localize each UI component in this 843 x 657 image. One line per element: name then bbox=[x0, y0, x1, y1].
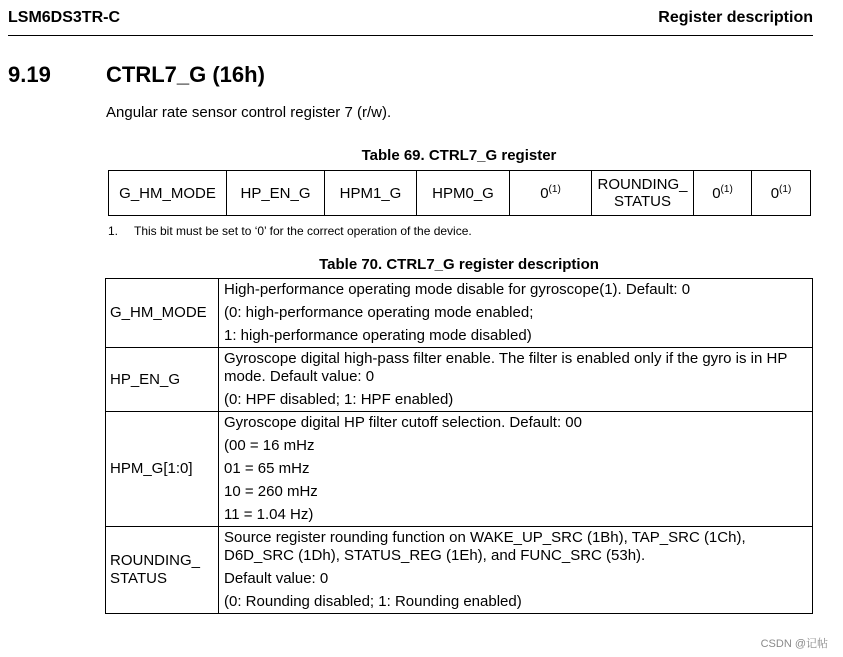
bit-cell-hpm0-g: HPM0_G bbox=[417, 171, 510, 216]
description-line: 1: high-performance operating mode disabled) bbox=[224, 327, 532, 344]
footnote-text: This bit must be set to ‘0’ for the correct operation of the device. bbox=[134, 224, 472, 238]
table-row bbox=[106, 527, 813, 614]
description-line: Source register rounding function on WAKE_UP_SRC (1Bh), TAP_SRC (1Ch), D6D_SRC (1Dh), STATUS_REG (1Eh), and FUNC_SRC (53h). bbox=[224, 529, 746, 564]
table69-title: Table 69. CTRL7_G register bbox=[361, 147, 557, 164]
bit-cell-rounding-status: ROUNDING_ STATUS bbox=[592, 171, 694, 216]
description-line: High-performance operating mode disable for gyroscope(1). Default: 0 bbox=[224, 281, 691, 298]
watermark: CSDN @记帖 bbox=[760, 638, 828, 650]
description-line: (0: HPF disabled; 1: HPF enabled) bbox=[224, 391, 454, 408]
table-row bbox=[106, 412, 813, 527]
footnote-number: 1. bbox=[108, 224, 119, 238]
register-bit-row bbox=[109, 171, 811, 216]
description-line: 10 = 260 mHz bbox=[224, 483, 318, 500]
field-description bbox=[219, 348, 813, 412]
field-description bbox=[219, 412, 813, 527]
field-name-rounding-status: ROUNDING_ STATUS bbox=[106, 527, 219, 614]
bit-cell-g-hm-mode: G_HM_MODE bbox=[109, 171, 227, 216]
field-name-g-hm-mode: G_HM_MODE bbox=[106, 279, 219, 348]
description-line: 01 = 65 mHz bbox=[224, 460, 310, 477]
bit-cell-hp-en-g: HP_EN_G bbox=[227, 171, 325, 216]
description-line: 11 = 1.04 Hz) bbox=[224, 506, 314, 523]
bit-cell-reserved-0: 0$^{(1)}$ bbox=[752, 171, 811, 216]
section-number: 9.19 bbox=[8, 62, 51, 87]
field-name-hp-en-g: HP_EN_G bbox=[106, 348, 219, 412]
description-line: (0: high-performance operating mode enabled; bbox=[224, 304, 534, 321]
field-description bbox=[219, 279, 813, 348]
register-description-table bbox=[105, 278, 813, 614]
table-row bbox=[106, 279, 813, 348]
field-name-hpm-g: HPM_G[1:0] bbox=[106, 412, 219, 527]
description-line: Default value: 0 bbox=[224, 570, 329, 587]
section-intro: Angular rate sensor control register 7 (r/w). bbox=[106, 104, 392, 121]
section-title: CTRL7_G (16h) bbox=[106, 62, 265, 87]
bit-cell-reserved-1: 0$^{(1)}$ bbox=[694, 171, 752, 216]
bit-cell-reserved-3: 0$^{(1)}$ bbox=[510, 171, 592, 216]
register-bit-table bbox=[108, 170, 811, 216]
bit-cell-hpm1-g: HPM1_G bbox=[325, 171, 417, 216]
table69-footnote bbox=[108, 224, 472, 238]
field-description bbox=[219, 527, 813, 614]
table-row bbox=[106, 348, 813, 412]
document-header-part-number: LSM6DS3TR-C bbox=[8, 9, 121, 26]
description-line: (00 = 16 mHz bbox=[224, 437, 315, 454]
description-line: (0: Rounding disabled; 1: Rounding enabled) bbox=[224, 593, 522, 610]
table70-title: Table 70. CTRL7_G register description bbox=[319, 256, 599, 273]
description-line: Gyroscope digital HP filter cutoff selection. Default: 00 bbox=[224, 414, 582, 431]
header-divider bbox=[8, 35, 813, 36]
description-line: Gyroscope digital high-pass filter enable. The filter is enabled only if the gyro is in HP mode. Default value: 0 bbox=[224, 350, 788, 385]
document-header-section: Register description bbox=[658, 9, 813, 26]
